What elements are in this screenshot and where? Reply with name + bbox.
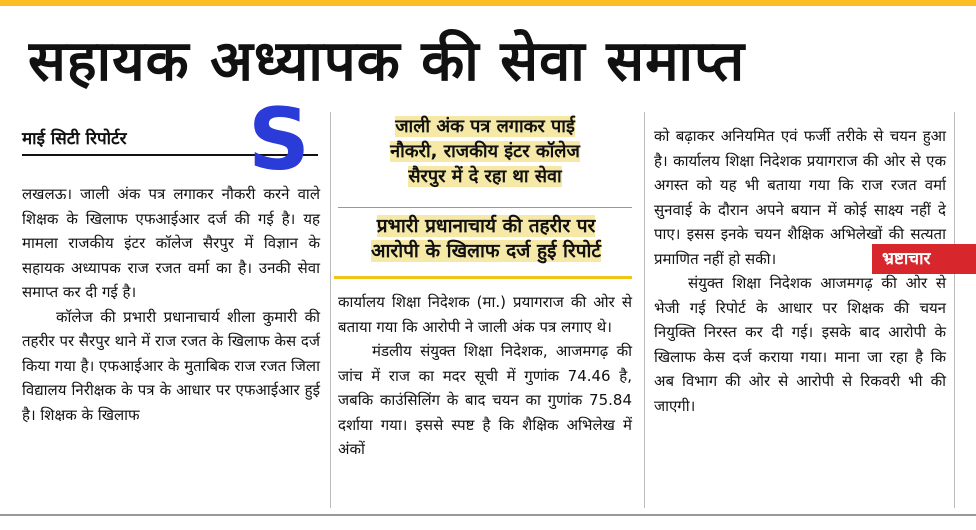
column-divider <box>644 112 645 508</box>
deck-line: जाली अंक पत्र लगाकर पाई <box>395 116 575 137</box>
column-2 <box>338 290 632 462</box>
column-2-paragraph: मंडलीय संयुक्त शिक्षा निदेशक, आजमगढ़ की जांच में राज का मदर सूची में गुणांक 74.46 है, जबकि काउंसिलिंग के बाद चयन का गुणांक 75.84 दर्शाया गया। इससे स्पष्ट है कि शैक्षिक अभिलेख में अंकों <box>338 342 632 458</box>
subheading-deck-1 <box>340 114 630 189</box>
column-3-paragraph: संयुक्त शिक्षा निदेशक आजमगढ़ की ओर से भेजी गई रिपोर्ट के आधार पर शिक्षक की चयन नियुक्ति निरस्त कर दी गई। इसके बाद आरोपी के खिलाफ केस दर्ज कराया गया। माना जा रहा है कि अब विभाग की ओर से आरोपी से रिकवरी भी की जाएगी। <box>654 274 946 415</box>
column-divider <box>330 112 331 508</box>
section-tag: भ्रष्टाचार <box>872 244 976 274</box>
column-2-paragraph: कार्यालय शिक्षा निदेशक (मा.) प्रयागराज की ओर से बताया गया कि आरोपी ने जाली अंक पत्र लगाए थे। <box>338 293 632 336</box>
logo-s-icon: S <box>248 90 310 190</box>
deck-line: प्रभारी प्रधानाचार्य की तहरीर पर <box>376 215 596 237</box>
deck-line: नौकरी, राजकीय इंटर कॉलेज <box>390 141 580 162</box>
column-1 <box>22 182 320 427</box>
column-1-paragraph: लखलऊ। जाली अंक पत्र लगाकर नौकरी करने वाले शिक्षक के खिलाफ एफआईआर दर्ज की गई है। यह मामला राजकीय इंटर कॉलेज सैरपुर में विज्ञान के सहायक अध्यापक राज रजत वर्मा का है। उनकी सेवा समाप्त कर दी गई है। <box>22 185 320 301</box>
top-color-bar <box>0 0 976 6</box>
column-divider <box>954 112 955 508</box>
deck-line: आरोपी के खिलाफ दर्ज हुई रिपोर्ट <box>371 240 601 262</box>
bottom-rule <box>0 514 976 516</box>
subheading-deck-2 <box>340 214 632 264</box>
column-3-paragraph: को बढ़ाकर अनियमित एवं फर्जी तरीके से चयन हुआ है। कार्यालय शिक्षा निदेशक प्रयागराज की ओर से एक अगस्त को यह भी बताया गया कि राज रजत वर्मा सुनवाई के दौरान अपने बयान में कोई साक्ष्य नहीं दे पाए। इसस इनके चयन शैक्षिक अभिलेखों की सत्यता प्रमाणित नहीं हो सकी। <box>654 127 946 268</box>
deck-divider <box>338 207 632 208</box>
page-headline: सहायक अध्यापक की सेवा समाप्त <box>28 29 746 94</box>
column-1-paragraph: कॉलेज की प्रभारी प्रधानाचार्य शीला कुमारी की तहरीर पर सैरपुर थाने में राज रजत के खिलाफ केस दर्ज किया गया है। एफआईआर के मुताबिक राज रजत जिला विद्यालय निरीक्षक के पत्र के आधार पर एफआईआर हुई है। शिक्षक के खिलाफ <box>22 307 320 424</box>
byline: माई सिटी रिपोर्टर <box>22 129 127 149</box>
deck-underline <box>334 276 632 279</box>
deck-line: सैरपुर में दे रहा था सेवा <box>408 166 562 187</box>
